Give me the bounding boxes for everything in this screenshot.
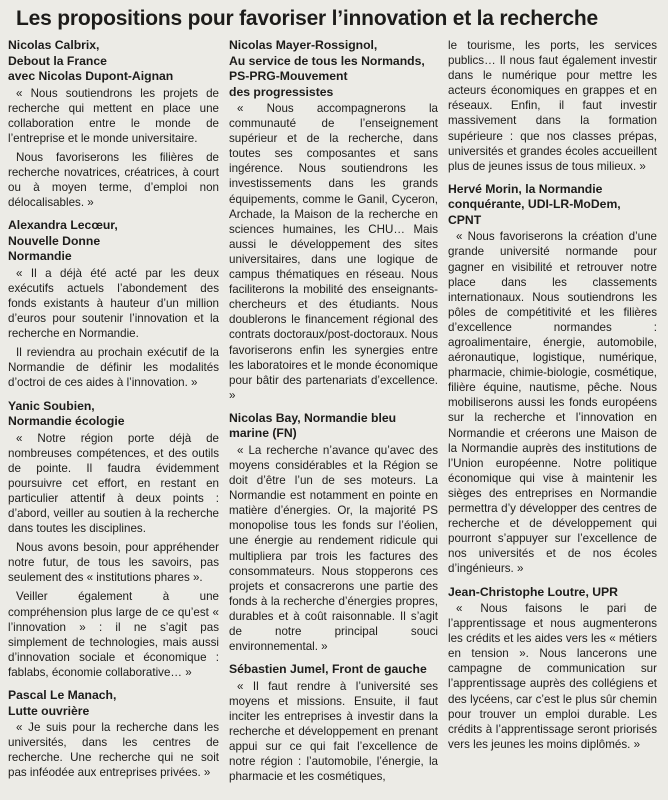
article-columns: [8, 38, 660, 792]
candidate-heading: [229, 411, 438, 442]
heading-line: PS-PRG-Mouvement: [229, 69, 348, 83]
candidate-block: [229, 38, 438, 403]
heading-line: avec Nicolas Dupont-Aignan: [8, 69, 174, 83]
heading-line: Nouvelle Donne: [8, 233, 101, 248]
statement-paragraph: « Nous soutiendrons les projets de recherche qui mettent en place une collaboration entre le monde de l’entreprise et le monde universitaire.: [8, 86, 219, 145]
candidate-heading: [8, 218, 219, 265]
statement-paragraph: « Notre région porte déjà de nombreuses compétences, et des outils de pointe. Il faudra évidemment poursuivre cet effort, en restant en particulier attentif à deux points : d’abord, veiller au soutien à la recherche dans toutes les disciplines.: [8, 431, 219, 536]
statement-paragraph: « Il a déjà été acté par les deux exécutifs actuels l’abondement des fonds existants à hauteur d’un million d’euros pour soutenir l’innovation et la recherche en Normandie.: [8, 266, 219, 341]
candidate-block: [8, 399, 219, 681]
statement-paragraph: Nous favoriserons les filières de recherche novatrices, créatrices, à court ou à moyen terme, d’emploi non délocalisables. »: [8, 150, 219, 210]
statement-paragraph: Nous avons besoin, pour appréhender notre futur, de tous les savoirs, pas seulement des « institutions phares ».: [8, 541, 219, 585]
candidate-heading: [229, 38, 438, 100]
candidate-heading: [8, 399, 219, 430]
candidate-block: [8, 38, 219, 210]
statement-paragraph: « Il faut rendre à l’université ses moyens et missions. Ensuite, il faut inciter les entreprises à investir dans la recherche et développement en prenant appui sur ce qui fait l’excellence de notre région : l’automobile, l’énergie, la pharmacie et les cosmétiques,: [229, 679, 438, 784]
heading-line: CPNT: [448, 212, 482, 227]
candidate-block: [448, 38, 657, 174]
statement-paragraph: « Nous accompagnerons la communauté de l’enseignement supérieur et de la recherche, dans toutes ses composantes et sans ingérence. Nous soutiendrons les investissements dans les grands équipements, comme le Ganil, Cyceron, Archade, la Maison de la recherche en sciences humaines, les CHU… Mais aussi le développement des sites universitaires, dans une logique de campus thématiques en réseau. Nous faciliterons la mobilité des enseignants-chercheurs et des étudiants. Nous doublerons le financement régional des contrats doctoraux/post-doctoraux. Nous favoriserons enfin les synergies entre les laboratoires et le monde économique pour bâtir des partenariats d’excellence. »: [229, 102, 438, 402]
heading-line: Normandie écologie: [8, 414, 125, 428]
heading-line: conquérante, UDI-LR-MoDem,: [448, 197, 621, 212]
heading-line: Nicolas Bay, Normandie bleu: [229, 410, 397, 425]
candidate-block: [448, 182, 657, 577]
candidate-block: [229, 411, 438, 654]
heading-line: des progressistes: [229, 84, 334, 99]
candidate-heading: [448, 182, 657, 229]
candidate-heading: [448, 585, 657, 601]
heading-line: Nicolas Mayer-Rossignol,: [229, 38, 378, 52]
heading-line: Yanic Soubien,: [8, 398, 95, 413]
statement-paragraph: le tourisme, les ports, les services publics… Il nous faut également investir dans le numérique pour mettre les acteurs économiques en grappes et en réseaux. Enfin, il faut investir massivement dans la formation supérieure : que nos classes prépas, universités et grandes écoles accueillent plus de jeunes issus de tous milieux. »: [448, 39, 657, 173]
candidate-heading: [8, 688, 219, 719]
heading-line: marine (FN): [229, 426, 297, 441]
heading-line: Debout la France: [8, 53, 107, 68]
candidate-heading: [229, 662, 438, 678]
heading-line: Nicolas Calbrix,: [8, 38, 100, 52]
candidate-block: [8, 688, 219, 780]
heading-line: Sébastien Jumel, Front de gauche: [229, 662, 427, 677]
heading-line: Alexandra Lecœur,: [8, 218, 118, 233]
statement-paragraph: « La recherche n’avance qu’avec des moyens considérables et la Région se doit d’être l’un de ses moteurs. La Normandie est notamment en pointe en matière d’énergies. Or, la majorité PS monopolise tous les fonds sur l’éolien, une énergie au rendement ridicule qui multipliera par trois les factures des consommateurs. Nous stopperons ces projets et consacrerons une partie des fonds à la recherche d’énergies propres, durables et à coût raisonnable. Il s’agit de notre principal souci environnemental. »: [229, 443, 438, 654]
heading-line: Au service de tous les Normands,: [229, 53, 425, 68]
heading-line: Hervé Morin, la Normandie: [448, 181, 603, 196]
column-1: [8, 38, 219, 792]
heading-line: Pascal Le Manach,: [8, 688, 117, 702]
column-3: [448, 38, 657, 792]
heading-line: Normandie: [8, 249, 72, 264]
candidate-block: [229, 662, 438, 784]
statement-paragraph: Veiller également à une compréhension plus large de ce qu’est « l’innovation » : il ne s’agit pas simplement de technologies, mais aussi d’innovation sociale et économique : fablabs, économie collaborative… »: [8, 590, 219, 679]
column-2: [229, 38, 438, 792]
heading-line: Lutte ouvrière: [8, 703, 90, 718]
heading-line: Jean-Christophe Loutre, UPR: [448, 584, 618, 599]
page-title: Les propositions pour favoriser l’innovation et la recherche: [16, 7, 598, 30]
candidate-heading: [8, 38, 219, 85]
statement-paragraph: « Je suis pour la recherche dans les universités, dans les centres de recherche. Une recherche qui ne soit pas inféodée aux entreprises privées. »: [8, 721, 219, 780]
statement-paragraph: « Nous favoriserons la création d’une grande université normande pour gagner en visibilité et retrouver notre place dans les classements internationaux. Nous soutiendrons les pôles de compétitivité et les filières d’excellence normandes : agroalimentaire, énergie, automobile, aéronautique, logistique, numérique, pharmacie, chimie-biologie, cosmétique, filière équine, nautisme, pêche. Nous mobiliserons aussi les fonds européens sur la recherche et l’innovation en Normandie et créerons une Maison de la Normandie auprès des institutions de l’Union européenne. Notre politique économique qui vise à maintenir les sièges des entreprises en Normandie permettra d’y développer des centres de recherche et de développement qui pourront s’appuyer sur l’excellence de nos universités et de nos écoles d’ingénieurs. »: [448, 230, 657, 576]
candidate-block: [8, 218, 219, 390]
candidate-block: [448, 585, 657, 752]
statement-paragraph: « Nous faisons le pari de l’apprentissage et nous augmenterons les crédits et les aides vers les « métiers en tension ». Nous lancerons une campagne de communication sur l’apprentissage auprès des collégiens et des lycéens, car c’est le plus sûr chemin pour trouver un emploi durable. Les crédits à l’apprentissage seront priorisés vers les jeunes les moins diplômés. »: [448, 602, 657, 751]
statement-paragraph: Il reviendra au prochain exécutif de la Normandie de définir les modalités d’octroi de ces aides à l’innovation. »: [8, 346, 219, 390]
